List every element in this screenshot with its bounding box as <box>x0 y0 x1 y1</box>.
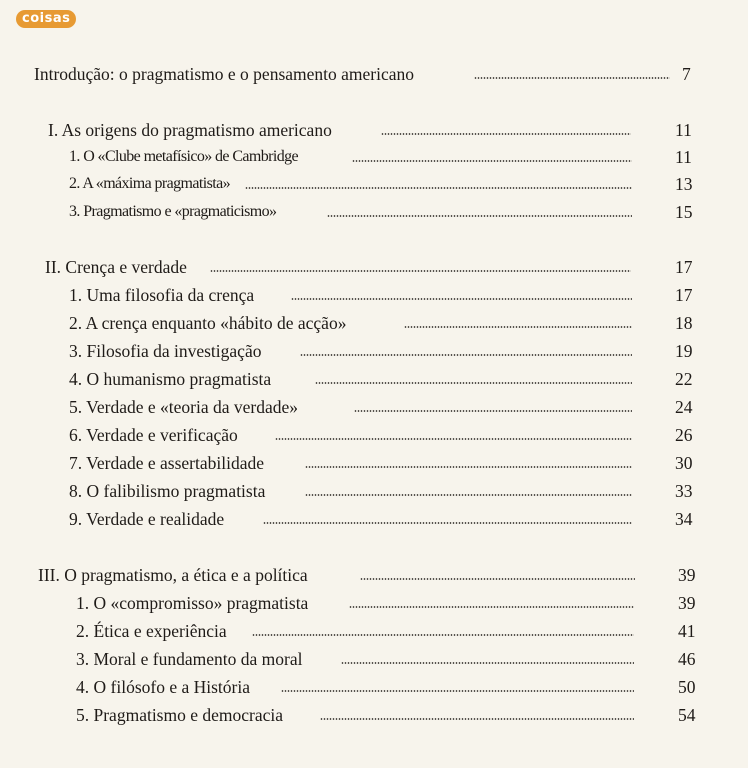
toc-entry-intro <box>34 62 694 86</box>
toc-section <box>69 339 699 363</box>
toc-entry-label: 2. A crença enquanto «hábito de acção» <box>69 313 347 333</box>
dot-leader <box>381 133 631 135</box>
dot-leader <box>474 77 670 79</box>
dot-leader <box>210 270 631 272</box>
toc-entry-label: 4. O filósofo e a História <box>76 677 250 697</box>
dot-leader <box>320 718 634 720</box>
toc-entry-page: 50 <box>678 677 696 697</box>
toc-entry-page: 22 <box>675 369 693 389</box>
toc-entry-label: III. O pragmatismo, a ética e a política <box>38 565 308 585</box>
toc-entry-label: 5. Pragmatismo e democracia <box>76 705 284 725</box>
toc-section <box>69 145 699 169</box>
toc-entry-page: 15 <box>675 202 693 222</box>
toc-section <box>76 675 702 699</box>
dot-leader <box>404 326 632 328</box>
toc-entry-page: 17 <box>675 285 693 305</box>
toc-entry-page: 33 <box>675 481 693 501</box>
toc-entry-label: 1. Uma filosofia da crença <box>69 285 255 305</box>
toc-entry-label: 9. Verdade e realidade <box>69 509 225 529</box>
publisher-logo: coisas <box>16 10 76 28</box>
dot-leader <box>354 410 632 412</box>
dot-leader <box>245 187 632 189</box>
toc-entry-label: I. As origens do pragmatismo americano <box>48 120 332 140</box>
dot-leader <box>349 606 634 608</box>
toc-entry-label: 1. O «Clube metafísico» de Cambridge <box>69 148 299 165</box>
toc-entry-page: 13 <box>675 174 693 194</box>
dot-leader <box>291 298 632 300</box>
toc-section <box>69 172 699 196</box>
toc-entry-label: 8. O falibilismo pragmatista <box>69 481 266 501</box>
toc-section <box>69 283 699 307</box>
toc-entry-label: 3. Moral e fundamento da moral <box>76 649 303 669</box>
dot-leader <box>315 382 632 384</box>
toc-entry-page: 19 <box>675 341 693 361</box>
toc-entry-label: 2. Ética e experiência <box>76 621 227 641</box>
toc-entry-page: 34 <box>675 509 693 529</box>
toc-entry-label: II. Crença e verdade <box>45 257 187 277</box>
toc-section <box>69 311 699 335</box>
toc-entry-page: 54 <box>678 705 696 725</box>
toc-entry-page: 30 <box>675 453 693 473</box>
dot-leader <box>305 466 632 468</box>
dot-leader <box>263 522 632 524</box>
dot-leader <box>341 662 634 664</box>
dot-leader <box>281 690 634 692</box>
toc-entry-label: 3. Pragmatismo e «pragmaticismo» <box>69 203 277 220</box>
toc-section <box>76 591 702 615</box>
toc-section <box>76 647 702 671</box>
toc-entry-page: 41 <box>678 621 696 641</box>
dot-leader <box>305 494 632 496</box>
dot-leader <box>352 160 632 162</box>
toc-entry-page: 39 <box>678 593 696 613</box>
toc-entry-label: 2. A «máxima pragmatista» <box>69 175 230 192</box>
toc-entry-page: 11 <box>675 120 692 140</box>
toc-entry-page: 26 <box>675 425 693 445</box>
toc-section <box>76 619 702 643</box>
toc-entry-page: 7 <box>682 64 691 84</box>
toc-entry-label: 3. Filosofia da investigação <box>69 341 262 361</box>
dot-leader <box>360 578 635 580</box>
dot-leader <box>275 438 632 440</box>
toc-entry-label: 6. Verdade e verificação <box>69 425 238 445</box>
toc-entry-page: 39 <box>678 565 696 585</box>
dot-leader <box>252 634 634 636</box>
toc-entry-page: 17 <box>675 257 693 277</box>
toc-entry-page: 18 <box>675 313 693 333</box>
toc-entry-label: 4. O humanismo pragmatista <box>69 369 272 389</box>
toc-chapter-3 <box>38 563 703 587</box>
dot-leader <box>327 215 632 217</box>
toc-entry-page: 24 <box>675 397 693 417</box>
toc-section <box>76 703 702 727</box>
toc-entry-label: 7. Verdade e assertabilidade <box>69 453 265 473</box>
toc-section <box>69 395 699 419</box>
toc-entry-label: 5. Verdade e «teoria da verdade» <box>69 397 299 417</box>
toc-entry-page: 11 <box>675 147 692 167</box>
toc-chapter-2 <box>45 255 700 279</box>
toc-section <box>69 479 699 503</box>
dot-leader <box>300 354 632 356</box>
toc-section <box>69 200 699 224</box>
toc-entry-label: Introdução: o pragmatismo e o pensamento americano <box>34 64 415 84</box>
toc-section <box>69 423 699 447</box>
toc-section <box>69 367 699 391</box>
toc-entry-label: 1. O «compromisso» pragmatista <box>76 593 309 613</box>
toc-entry-page: 46 <box>678 649 696 669</box>
toc-chapter-1 <box>48 118 698 142</box>
toc-section <box>69 507 699 531</box>
toc-section <box>69 451 699 475</box>
